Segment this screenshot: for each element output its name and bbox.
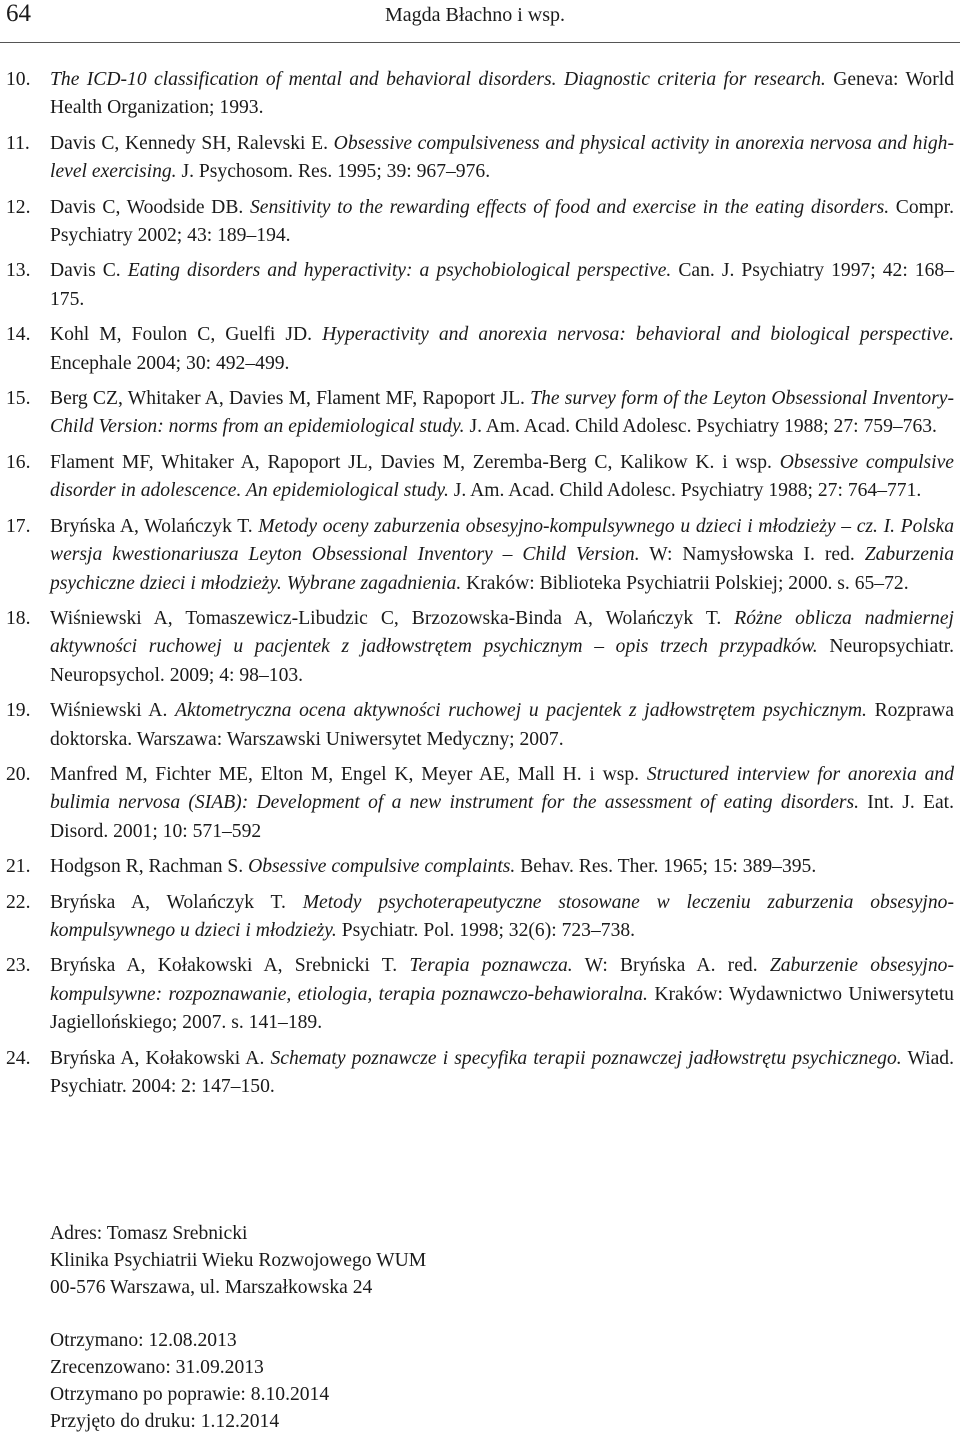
reference-title: Structured interview for anorexia and bulimia nervosa (SIAB): Development of a new instrument for the assessment of eating disorders. xyxy=(50,763,954,814)
revised-date: Otrzymano po poprawie: 8.10.2014 xyxy=(50,1384,330,1405)
reference-number: 19. xyxy=(6,700,31,722)
reference-title: Hyperactivity and anorexia nervosa: behavioral and biological perspective. xyxy=(322,324,954,346)
reference-16 xyxy=(0,449,960,506)
reference-number: 18. xyxy=(6,607,31,629)
reference-number: 12. xyxy=(6,196,31,218)
reference-15 xyxy=(0,385,960,442)
reference-10 xyxy=(0,66,960,123)
header-rule xyxy=(0,42,960,43)
page-header xyxy=(0,0,960,40)
reference-23 xyxy=(0,952,960,1037)
reference-number: 24. xyxy=(6,1047,31,1069)
submission-dates xyxy=(50,1327,329,1435)
reference-title: Schematy poznawcze i specyfika terapii poznawczej jadłowstrętu psychicznego. xyxy=(270,1047,902,1069)
reference-authors: Bryńska A, Kołakowski A. xyxy=(50,1047,271,1069)
reference-title: Metody psychoterapeutyczne stosowane w leczeniu zaburzenia obsesyjno-kompulsywnego u dzieci i młodzieży. xyxy=(50,891,954,941)
reference-source: Compr. Psychiatry 2002; 43: 189–194. xyxy=(50,196,954,247)
address-line: Adres: Tomasz Srebnicki xyxy=(50,1223,248,1244)
reference-book-source: Kraków: Biblioteka Psychiatrii Polskiej; 2000. s. 65–72. xyxy=(461,572,909,594)
reference-source: Int. J. Eat. Disord. 2001; 10: 571–592 xyxy=(50,792,955,842)
reference-title: Obsessive compulsive disorder in adolescence. An epidemiological study. xyxy=(50,451,954,502)
reference-14 xyxy=(0,321,960,378)
reference-authors: Berg CZ, Whitaker A, Davies M, Flament MF, Rapoport JL. xyxy=(50,388,531,410)
reference-number: 21. xyxy=(6,856,31,878)
reference-source: J. Am. Acad. Child Adolesc. Psychiatry 1988; 27: 759–763. xyxy=(464,416,937,438)
correspondence-address xyxy=(50,1220,426,1301)
reference-book-source: Kraków: Wydawnictwo Uniwersytetu Jagiellońskiego; 2007. s. 141–189. xyxy=(50,983,954,1034)
reference-authors: Wiśniewski A. xyxy=(50,700,176,722)
address-line: 00-576 Warszawa, ul. Marszałkowska 24 xyxy=(50,1277,373,1298)
reference-number: 15. xyxy=(6,388,31,410)
reference-number: 22. xyxy=(6,891,31,913)
reference-number: 20. xyxy=(6,763,31,785)
reference-11 xyxy=(0,130,960,187)
reference-source: Neuropsychiatr. Neuropsychol. 2009; 4: 98–103. xyxy=(50,636,954,686)
reference-book-title: Zaburzenia psychiczne dzieci i młodzieży. Wybrane zagadnienia. xyxy=(50,544,954,594)
reference-17 xyxy=(0,513,960,598)
reference-authors: Manfred M, Fichter ME, Elton M, Engel K, Meyer AE, Mall H. i wsp. xyxy=(50,763,647,785)
running-head: Magda Błachno i wsp. xyxy=(385,4,565,26)
reference-number: 23. xyxy=(6,955,31,977)
reference-21 xyxy=(0,853,960,881)
reference-title: Sensitivity to the rewarding effects of food and exercise in the eating disorders. xyxy=(249,196,890,218)
reference-authors: Davis C. xyxy=(50,260,128,282)
reference-13 xyxy=(0,257,960,314)
reviewed-date: Zrecenzowano: 31.09.2013 xyxy=(50,1357,264,1378)
reference-source: Psychiatr. Pol. 1998; 32(6): 723–738. xyxy=(336,919,636,941)
reference-authors: Davis C, Woodside DB. xyxy=(50,196,250,218)
reference-22 xyxy=(0,889,960,946)
reference-number: 10. xyxy=(6,69,31,90)
reference-source: Encephale 2004; 30: 492–499. xyxy=(50,352,290,374)
reference-authors: Wiśniewski A, Tomaszewicz-Libudzic C, Brzozowska-Binda A, Wolańczyk T. xyxy=(50,607,735,629)
reference-list xyxy=(0,66,960,1101)
reference-19 xyxy=(0,697,960,754)
reference-source: W: Bryńska A. red. xyxy=(572,955,770,977)
page-number: 64 xyxy=(6,0,31,27)
reference-number: 16. xyxy=(6,451,31,473)
received-date: Otrzymano: 12.08.2013 xyxy=(50,1330,237,1351)
reference-title: Różne oblicza nadmiernej aktywności ruchowej u pacjentek z jadłowstrętem psychicznym – opis trzech przypadków. xyxy=(50,607,954,658)
address-line: Klinika Psychiatrii Wieku Rozwojowego WUM xyxy=(50,1250,427,1271)
reference-source: Geneva: World Health Organization; 1993. xyxy=(50,69,954,119)
reference-authors: Bryńska A, Kołakowski A, Srebnicki T. xyxy=(50,955,410,977)
reference-authors: Bryńska A, Wolańczyk T. xyxy=(50,891,303,913)
reference-title: Terapia poznawcza. xyxy=(409,955,573,977)
reference-source: Can. J. Psychiatry 1997; 42: 168–175. xyxy=(50,260,955,310)
reference-title: Metody oceny zaburzenia obsesyjno-kompulsywnego u dzieci i młodzieży – cz. I. Polska wersja kwestionariusza Leyton Obsessional Inventory – Child Version. xyxy=(50,515,955,566)
reference-source: Behav. Res. Ther. 1965; 15: 389–395. xyxy=(515,856,817,878)
reference-authors: Kohl M, Foulon C, Guelfi JD. xyxy=(50,324,323,346)
reference-title: Eating disorders and hyperactivity: a psychobiological perspective. xyxy=(127,260,672,282)
reference-source: Rozprawa doktorska. Warszawa: Warszawski Uniwersytet Medyczny; 2007. xyxy=(50,700,955,750)
reference-12 xyxy=(0,194,960,251)
reference-authors: Flament MF, Whitaker A, Rapoport JL, Davies M, Zeremba-Berg C, Kalikow K. i wsp. xyxy=(50,451,780,473)
reference-title: Obsessive compulsive complaints. xyxy=(248,856,516,878)
reference-title: Aktometryczna ocena aktywności ruchowej u pacjentek z jadłowstrętem psychicznym. xyxy=(175,700,867,722)
reference-title: The ICD-10 classification of mental and behavioral disorders. Diagnostic criteria for research. xyxy=(50,69,826,90)
reference-number: 13. xyxy=(6,260,31,282)
reference-title: Obsessive compulsiveness and physical activity in anorexia nervosa and high-level exercising. xyxy=(50,132,955,183)
reference-book-title: Zaburzenie obsesyjno-kompulsywne: rozpoznawanie, etiologia, terapia poznawczo-behawioralna. xyxy=(50,955,954,1005)
reference-24 xyxy=(0,1045,960,1102)
reference-title: The survey form of the Leyton Obsessional Inventory-Child Version: norms from an epidemiological study. xyxy=(50,388,954,438)
reference-source: W: Namysłowska I. red. xyxy=(639,544,865,566)
reference-source: J. Psychosom. Res. 1995; 39: 967–976. xyxy=(176,161,491,183)
reference-authors: Bryńska A, Wolańczyk T. xyxy=(50,515,259,537)
reference-number: 14. xyxy=(6,324,31,346)
reference-source: Wiad. Psychiatr. 2004: 2: 147–150. xyxy=(50,1047,954,1097)
reference-18 xyxy=(0,605,960,690)
reference-number: 11. xyxy=(6,132,30,154)
reference-authors: Davis C, Kennedy SH, Ralevski E. xyxy=(50,132,334,154)
reference-number: 17. xyxy=(6,515,31,537)
accepted-date: Przyjęto do druku: 1.12.2014 xyxy=(50,1411,280,1432)
reference-20 xyxy=(0,761,960,846)
reference-source: J. Am. Acad. Child Adolesc. Psychiatry 1988; 27: 764–771. xyxy=(448,480,922,502)
reference-authors: Hodgson R, Rachman S. xyxy=(50,856,249,878)
